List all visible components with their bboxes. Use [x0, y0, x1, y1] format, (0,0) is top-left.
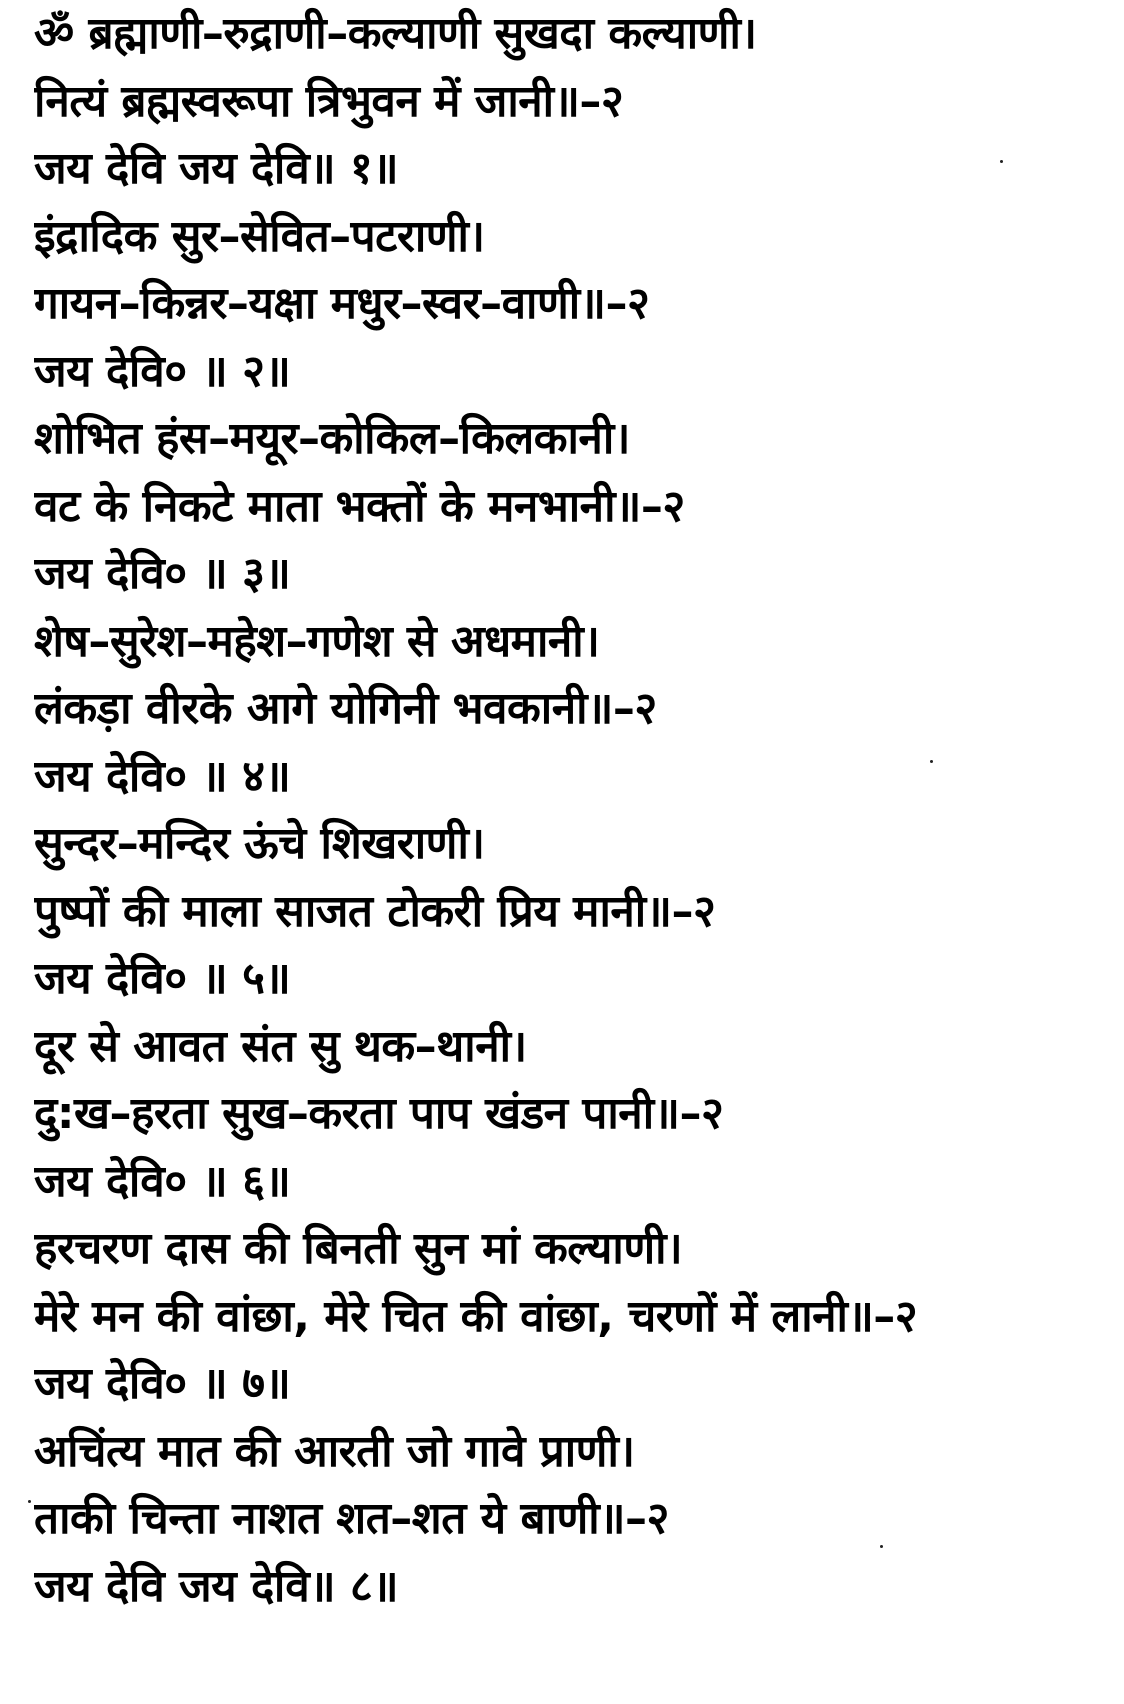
- verse-line-14: मेरे मन की वांछा, मेरे चित की वांछा, चरणों में लानी॥–२: [34, 1290, 918, 1342]
- scan-speck: [28, 1500, 31, 1503]
- verse-line-7: शेष–सुरेश–महेश–गणेश से अधमानी।: [34, 615, 600, 667]
- verse-line-16: ताकी चिन्ता नाशत शत–शत ये बाणी॥–२: [34, 1493, 669, 1544]
- refrain-line-1: जय देवि जय देवि॥ १॥: [34, 143, 399, 194]
- refrain-line-7: जय देवि० ॥ ७॥: [34, 1358, 291, 1409]
- verse-line-4: गायन–किन्नर–यक्षा मधुर–स्वर–वाणी॥–२: [34, 278, 650, 329]
- verse-line-11: दूर से आवत संत सु थक–थानी।: [34, 1020, 527, 1072]
- verse-line-1: ॐ ब्रह्माणी–रुद्राणी–कल्याणी सुखदा कल्याणी।: [34, 8, 757, 59]
- scan-speck: [1000, 160, 1003, 163]
- refrain-line-4: जय देवि० ॥ ४॥: [34, 750, 291, 802]
- refrain-line-6: जय देवि० ॥ ६॥: [34, 1155, 291, 1207]
- verse-line-5: शोभित हंस–मयूर–कोकिल–किलकानी।: [34, 413, 630, 464]
- refrain-line-8: जय देवि जय देवि॥ ८॥: [34, 1560, 399, 1612]
- verse-line-12: दु:ख–हरता सुख–करता पाप खंडन पानी॥–२: [34, 1088, 724, 1139]
- refrain-line-5: जय देवि० ॥ ५॥: [34, 953, 291, 1004]
- scan-speck: [930, 760, 933, 763]
- verse-line-2: नित्यं ब्रह्मस्वरूपा त्रिभुवन में जानी॥–२: [34, 75, 624, 127]
- verse-line-6: वट के निकटे माता भक्तों के मनभानी॥–२: [34, 480, 685, 532]
- scan-speck: [880, 1545, 883, 1548]
- verse-line-3: इंद्रादिक सुर–सेवित–पटराणी।: [34, 210, 485, 262]
- refrain-line-3: जय देवि० ॥ ३॥: [34, 548, 291, 599]
- verse-line-15: अचिंत्य मात की आरती जो गावे प्राणी।: [34, 1425, 635, 1477]
- aarti-text: [34, 0, 1104, 1620]
- refrain-line-2: जय देवि० ॥ २॥: [34, 345, 291, 397]
- verse-line-9: सुन्दर–मन्दिर ऊंचे शिखराणी।: [34, 818, 485, 869]
- verse-line-10: पुष्पों की माला साजत टोकरी प्रिय मानी॥–२: [34, 885, 716, 937]
- verse-line-13: हरचरण दास की बिनती सुन मां कल्याणी।: [34, 1223, 683, 1274]
- verse-line-8: लंकड़ा वीरके आगे योगिनी भवकानी॥–२: [34, 683, 657, 734]
